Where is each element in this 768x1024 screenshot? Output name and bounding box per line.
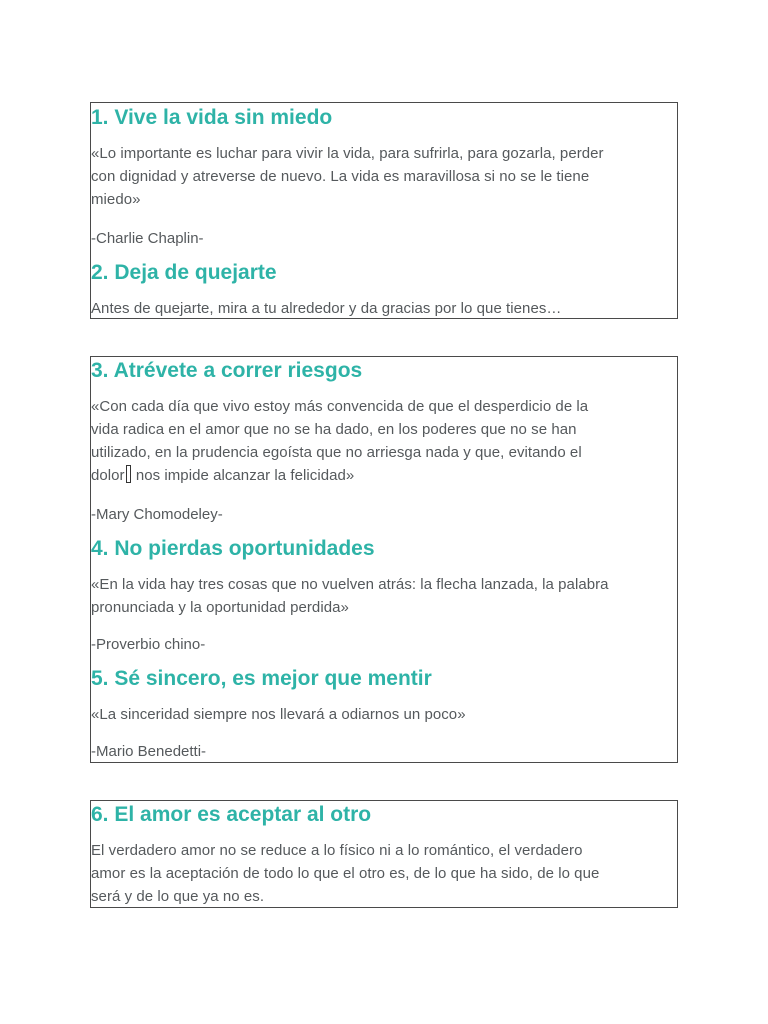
section-text-2 (91, 297, 677, 319)
section-heading-1: 1. Vive la vida sin miedo (91, 106, 333, 129)
quote-line (91, 464, 677, 487)
section-quote-5 (91, 703, 677, 726)
section-quote-4 (91, 573, 677, 619)
text-line: amor es la aceptación de todo lo que el otro es, de lo que ha sido, de lo que (91, 865, 600, 882)
quote-line: utilizado, en la prudencia egoísta que no arriesga nada y que, evitando el (91, 444, 582, 461)
section-heading-4: 4. No pierdas oportunidades (91, 537, 375, 560)
quote-line: pronunciada y la oportunidad perdida» (91, 599, 349, 616)
text-cursor[interactable] (126, 465, 131, 483)
content-box-2 (90, 356, 678, 763)
content-box-1 (90, 102, 678, 319)
section-heading-3: 3. Atrévete a correr riesgos (91, 359, 363, 382)
section-author-5: -Mario Benedetti- (91, 743, 207, 760)
section-text-6 (91, 839, 677, 908)
quote-line: «La sinceridad siempre nos llevará a odiarnos un poco» (91, 706, 466, 723)
quote-line: con dignidad y atreverse de nuevo. La vida es maravillosa si no se le tiene (91, 168, 590, 185)
section-heading-2: 2. Deja de quejarte (91, 261, 277, 284)
quote-line: «Con cada día que vivo estoy más convencida de que el desperdicio de la (91, 398, 589, 415)
section-author-3: -Mary Chomodeley- (91, 506, 223, 523)
quote-line: miedo» (91, 191, 141, 208)
quote-line: «En la vida hay tres cosas que no vuelven atrás: la flecha lanzada, la palabra (91, 576, 609, 593)
section-author-1: -Charlie Chaplin- (91, 230, 204, 247)
quote-line-part: dolor (91, 467, 125, 484)
content-box-3 (90, 800, 678, 908)
section-author-4: -Proverbio chino- (91, 636, 206, 653)
text-line: El verdadero amor no se reduce a lo físico ni a lo romántico, el verdadero (91, 842, 583, 859)
section-quote-3 (91, 395, 677, 487)
section-heading-6: 6. El amor es aceptar al otro (91, 803, 372, 826)
text-line: será y de lo que ya no es. (91, 888, 265, 905)
section-quote-1 (91, 142, 677, 211)
section-heading-5: 5. Sé sincero, es mejor que mentir (91, 667, 432, 690)
quote-line-part: nos impide alcanzar la felicidad» (131, 467, 355, 484)
quote-line: «Lo importante es luchar para vivir la vida, para sufrirla, para gozarla, perder (91, 145, 604, 162)
quote-line: vida radica en el amor que no se ha dado, en los poderes que no se han (91, 421, 577, 438)
text-line: Antes de quejarte, mira a tu alrededor y da gracias por lo que tienes… (91, 300, 562, 317)
